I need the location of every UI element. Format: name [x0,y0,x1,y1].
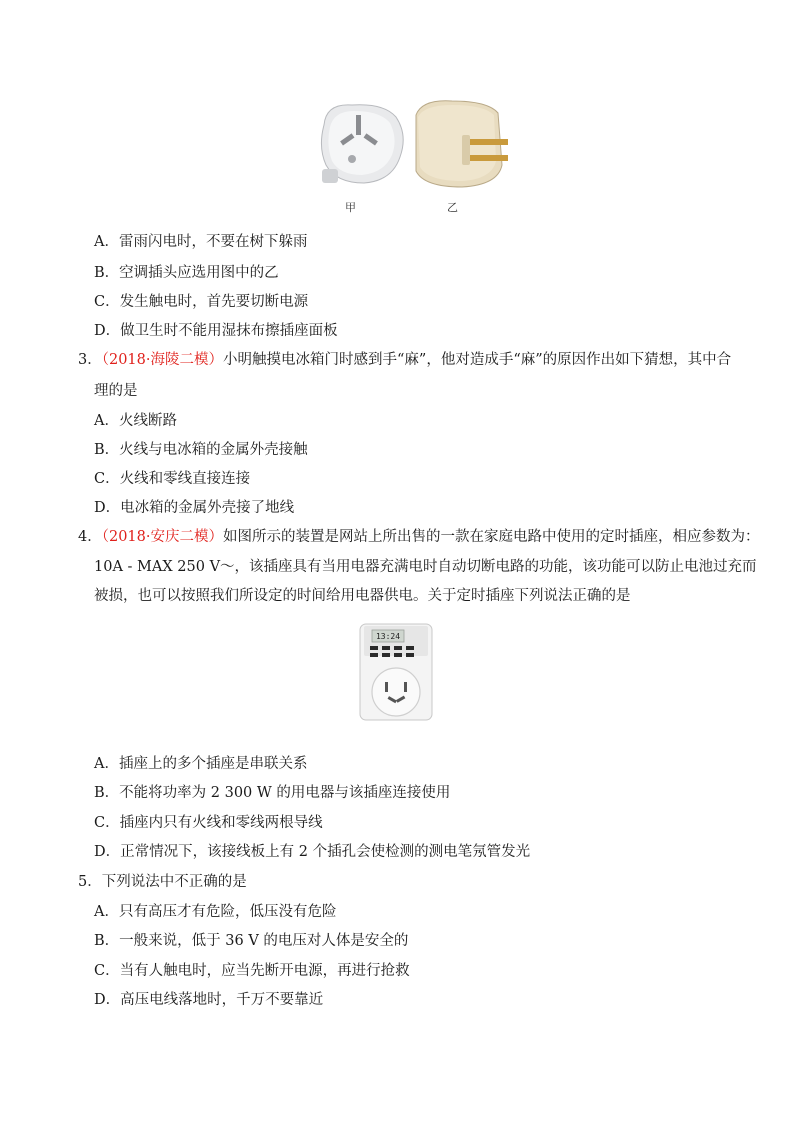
plugs-figure [312,95,522,195]
q2-option-b: B．空调插头应选用图中的乙 [94,265,279,281]
q4-option-b: B．不能将功率为 2 300 W 的用电器与该插座连接使用 [94,785,451,801]
q3-option-d: D．电冰箱的金属外壳接了地线 [94,500,295,516]
q4-stem-line1: 如图所示的装置是网站上所出售的一款在家庭电路中使用的定时插座，相应参数为： [223,529,760,545]
q4-stem-line2: 10A - MAX 250 V～，该插座具有当用电器充满电时自动切断电路的功能，该功能可以防止电池过充而 [94,559,757,575]
plug-caption-jia: 甲 [345,201,356,214]
q4-option-d: D．正常情况下，该接线板上有 2 个插孔会使检测的测电笔氖管发光 [94,844,531,860]
q4-stem-line3: 被损，也可以按照我们所设定的时间给用电器供电。关于定时插座下列说法正确的是 [94,588,631,604]
q3-option-b: B．火线与电冰箱的金属外壳接触 [94,442,308,458]
plug-caption-yi: 乙 [447,201,458,214]
q2-option-c: C．发生触电时，首先要切断电源 [94,294,309,310]
q3-source: （2018·海陵二模） [101,352,223,368]
q3-number: 3． [78,352,102,368]
q3-option-a: A．火线断路 [94,413,177,429]
q4-number: 4． [78,529,102,545]
q5-stem: 5．下列说法中不正确的是 [78,874,247,890]
timer-socket-figure [358,622,434,722]
q3-stem-line2: 理的是 [94,383,138,399]
q5-option-d: D．高压电线落地时，千万不要靠近 [94,992,324,1008]
timer-display-text: 13:24 [375,632,401,641]
q4-option-c: C．插座内只有火线和零线两根导线 [94,815,323,831]
q4-source: （2018·安庆二模） [101,529,223,545]
q3-stem [78,350,731,370]
q5-option-a: A．只有高压才有危险，低压没有危险 [94,904,337,920]
q4-stem [78,527,760,547]
q5-option-b: B．一般来说，低于 36 V 的电压对人体是安全的 [94,933,409,949]
plug-jia-image [321,105,403,183]
plug-yi-image [416,101,508,187]
q3-option-c: C．火线和零线直接连接 [94,471,251,487]
q2-option-a: A．雷雨闪电时，不要在树下躲雨 [94,234,308,250]
q4-option-a: A．插座上的多个插座是串联关系 [94,756,308,772]
q5-option-c: C．当有人触电时，应当先断开电源，再进行抢救 [94,963,410,979]
q2-option-d: D．做卫生时不能用湿抹布擦插座面板 [94,323,338,339]
q3-stem-line1: 小明触摸电冰箱门时感到手“麻”，他对造成手“麻”的原因作出如下猜想，其中合 [223,352,732,368]
